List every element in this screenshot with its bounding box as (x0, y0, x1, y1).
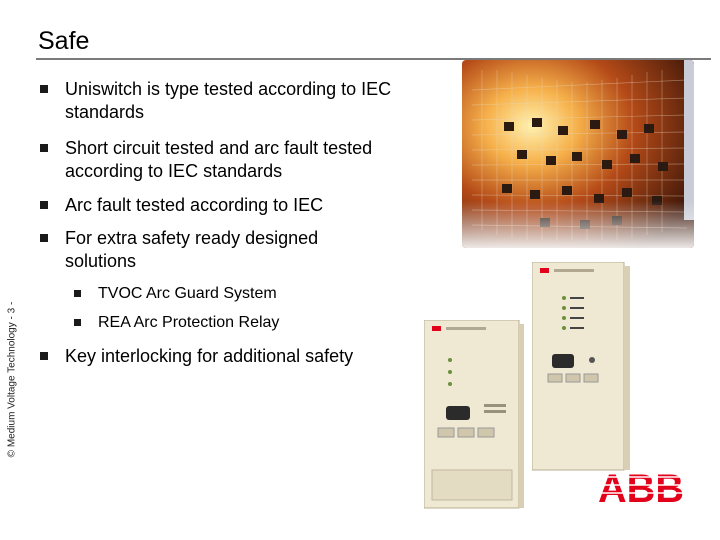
sub-bullet-marker (74, 290, 81, 297)
bullet-item: Uniswitch is type tested according to IEC standards (65, 79, 392, 122)
bullet-marker (40, 234, 48, 242)
bullet-item: Short circuit tested and arc fault tested according to IEC standards (65, 138, 373, 181)
page-title: Safe (38, 27, 90, 55)
sub-bullet-item: REA Arc Protection Relay (98, 314, 280, 331)
bullet-marker (40, 144, 48, 152)
rea-relay-cabinet (532, 262, 630, 477)
sub-bullet-item: TVOC Arc Guard System (98, 285, 277, 302)
bullet-item: For extra safety ready designed solutions (65, 228, 319, 271)
arc-fault-test-photo (462, 60, 694, 248)
svg-text:ABB: ABB (598, 468, 684, 504)
abb-logo (598, 468, 686, 509)
side-note: © Medium Voltage Technology - 3 - (6, 301, 18, 458)
bullet-marker (40, 85, 48, 93)
bullet-item: Key interlocking for additional safety (65, 346, 354, 366)
tvoc-arc-guard-cabinet (424, 320, 524, 515)
bullet-marker (40, 352, 48, 360)
bullet-item: Arc fault tested according to IEC (65, 195, 324, 215)
bullet-marker (40, 201, 48, 209)
sub-bullet-marker (74, 319, 81, 326)
